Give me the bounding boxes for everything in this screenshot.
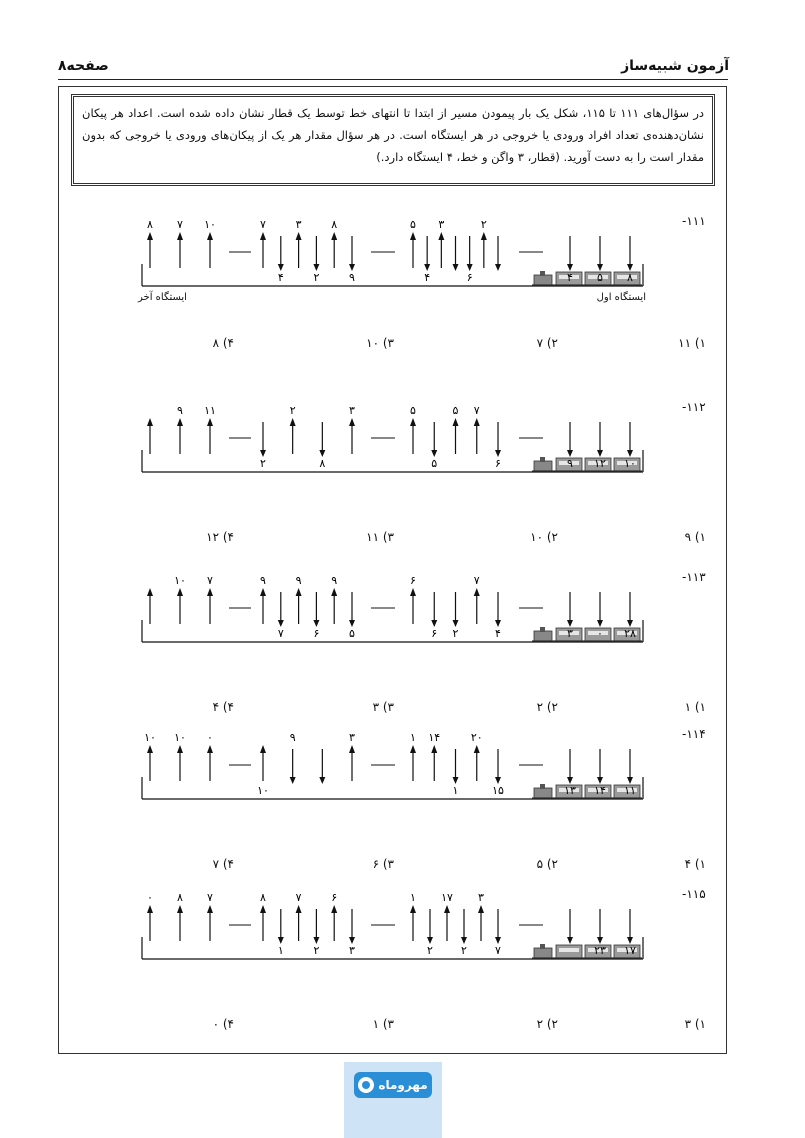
arrow-down-icon — [427, 909, 433, 957]
arrow-up-icon — [147, 891, 153, 941]
arrow-down-icon — [567, 592, 573, 640]
arrow-value-top: ۶ — [331, 891, 338, 904]
answer-option[interactable]: ۲) ۵ — [536, 857, 558, 871]
arrow-up-icon — [441, 891, 453, 941]
question-number: -۱۱۳ — [682, 570, 706, 584]
arrow-down-icon — [278, 909, 284, 957]
arrow-value-bottom: ۲ — [461, 944, 467, 957]
arrow-value-top: ۳ — [349, 731, 355, 744]
arrow-value-bottom: ۲ — [313, 944, 320, 957]
arrow-value-bottom: ۰ — [597, 627, 603, 640]
arrow-value-top: ۵ — [410, 218, 416, 231]
arrow-value-bottom: ۶ — [495, 457, 501, 470]
arrow-value-top: ۱۱ — [204, 404, 216, 417]
arrow-up-icon — [331, 891, 337, 941]
arrow-down-icon — [597, 592, 603, 640]
question-diagram — [142, 218, 643, 286]
arrow-up-icon — [349, 404, 355, 454]
arrow-value-top: ۱۰ — [174, 574, 186, 587]
arrow-up-icon — [204, 218, 216, 268]
arrow-value-bottom: ۳ — [349, 944, 355, 957]
arrow-value-bottom: ۸ — [319, 457, 326, 470]
arrow-down-icon — [319, 749, 325, 784]
arrow-down-icon — [313, 236, 319, 284]
arrow-down-icon — [290, 731, 296, 784]
arrow-value-bottom: ۷ — [277, 627, 284, 640]
arrow-value-top: ۳ — [295, 218, 302, 231]
arrow-value-top: ۹ — [289, 731, 296, 744]
arrow-value-bottom: ۲۳ — [594, 944, 606, 957]
arrow-value-bottom: ۲۸ — [624, 627, 636, 640]
answer-option[interactable]: ۱) ۹ — [684, 530, 706, 544]
arrow-down-icon — [567, 909, 573, 944]
arrow-down-icon — [492, 749, 504, 797]
arrow-down-icon — [624, 909, 636, 957]
arrow-down-icon — [278, 592, 284, 640]
answer-option[interactable]: ۲) ۷ — [536, 336, 558, 350]
answer-option[interactable]: ۴) ۱۲ — [206, 530, 234, 544]
arrow-value-bottom: ۲ — [260, 457, 266, 470]
arrow-value-bottom: ۱۱ — [624, 784, 636, 797]
arrow-value-top: ۰ — [147, 891, 153, 904]
arrow-down-icon — [461, 909, 467, 957]
arrow-value-bottom: ۴ — [424, 271, 431, 284]
arrow-value-bottom: ۱۰ — [624, 457, 636, 470]
arrow-up-icon — [207, 731, 213, 781]
arrow-value-top: ۲ — [289, 404, 296, 417]
arrow-down-icon — [624, 592, 636, 640]
answer-option[interactable]: ۱) ۱۱ — [678, 336, 706, 350]
arrow-up-icon — [453, 404, 459, 454]
arrow-down-icon — [319, 422, 325, 470]
arrow-up-icon — [296, 218, 302, 268]
arrow-value-top: ۷ — [295, 891, 302, 904]
answer-option[interactable]: ۴) ۴ — [212, 700, 234, 714]
arrow-up-icon — [147, 418, 153, 454]
arrow-up-icon — [481, 218, 487, 268]
arrow-up-icon — [296, 574, 302, 624]
arrow-down-icon — [453, 236, 459, 271]
answer-option[interactable]: ۴) ۸ — [212, 336, 234, 350]
arrow-value-top: ۱ — [410, 731, 416, 744]
arrow-up-icon — [296, 891, 302, 941]
arrow-up-icon — [290, 404, 296, 454]
answer-option[interactable]: ۲) ۲ — [536, 1017, 558, 1031]
arrow-down-icon — [431, 422, 437, 470]
arrow-up-icon — [174, 731, 186, 781]
arrow-down-icon — [349, 236, 355, 284]
answer-option[interactable]: ۳) ۳ — [372, 700, 394, 714]
arrow-down-icon — [424, 236, 430, 284]
arrow-value-bottom: ۱۰ — [257, 784, 269, 797]
arrow-up-icon — [147, 218, 153, 268]
arrow-value-bottom: ۱۷ — [624, 944, 636, 957]
arrow-up-icon — [260, 891, 266, 941]
arrow-value-bottom: ۵ — [349, 627, 355, 640]
arrow-value-bottom: ۴ — [277, 271, 284, 284]
arrow-value-bottom: ۸ — [627, 271, 633, 284]
arrow-value-bottom: ۱۵ — [492, 784, 504, 797]
arrow-value-bottom: ۵ — [597, 271, 603, 284]
first-station-label: ایستگاه اول — [596, 292, 646, 303]
answer-option[interactable]: ۳) ۶ — [372, 857, 394, 871]
arrow-value-bottom: ۱۴ — [594, 784, 606, 797]
answer-option[interactable]: ۳) ۱۰ — [366, 336, 394, 350]
answer-option[interactable]: ۲) ۱۰ — [530, 530, 558, 544]
question-diagram — [142, 404, 643, 472]
arrow-up-icon — [177, 891, 183, 941]
answer-option[interactable]: ۱) ۳ — [684, 1017, 706, 1031]
arrow-value-top: ۳ — [438, 218, 445, 231]
arrow-value-bottom: ۶ — [313, 627, 320, 640]
arrow-value-bottom: ۳ — [567, 627, 573, 640]
arrow-value-top: ۷ — [260, 218, 266, 231]
arrow-up-icon — [174, 574, 186, 624]
arrow-down-icon — [594, 749, 606, 797]
arrow-down-icon — [495, 592, 501, 640]
arrow-value-top: ۲ — [480, 218, 487, 231]
arrow-down-icon — [467, 236, 473, 284]
arrow-value-top: ۷ — [207, 574, 213, 587]
last-station-label: ایستگاه آخر — [138, 292, 187, 303]
instructions-box: در سؤال‌های ۱۱۱ تا ۱۱۵، شکل یک بار پیمودن مسیر از ابتدا تا انتهای خط توسط یک قطار نشان داده شده است. اعداد هر پیکان نشان‌دهنده‌ی تعداد افراد ورودی یا خروجی در هر ایستگاه است. در هر سؤال مقدار هر یک از پیکان‌های ورودی یا خروجی که بدون مقدار است را به دست آورید. (قطار، ۳ واگن و خط، ۴ ایستگاه دارد.) — [71, 94, 715, 186]
arrow-value-top: ۷ — [177, 218, 183, 231]
arrow-value-bottom: ۲ — [452, 627, 459, 640]
arrow-value-bottom: ۱ — [277, 944, 284, 957]
arrow-down-icon — [567, 236, 573, 284]
question-diagram — [142, 731, 643, 799]
answer-option[interactable]: ۴) ۰ — [212, 1017, 234, 1031]
arrow-down-icon — [597, 236, 603, 284]
arrow-up-icon — [260, 574, 266, 624]
question-number: -۱۱۲ — [682, 400, 706, 414]
arrow-value-top: ۷ — [473, 574, 480, 587]
arrow-value-bottom: ۹ — [567, 457, 573, 470]
arrow-value-bottom: ۹ — [349, 271, 355, 284]
arrow-value-top: ۶ — [410, 574, 416, 587]
arrow-value-top: ۹ — [331, 574, 338, 587]
question-number: -۱۱۵ — [682, 887, 706, 901]
arrow-down-icon — [495, 909, 501, 957]
arrow-value-top: ۳ — [349, 404, 355, 417]
arrow-value-bottom: ۷ — [495, 944, 501, 957]
arrow-value-top: ۸ — [260, 891, 266, 904]
arrow-down-icon — [278, 236, 284, 284]
page-number: صفحه۸ — [58, 58, 109, 74]
arrow-up-icon — [144, 731, 156, 781]
arrow-down-icon — [624, 422, 636, 470]
arrow-value-top: ۸ — [147, 218, 153, 231]
arrow-up-icon — [177, 404, 183, 454]
arrow-up-icon — [474, 404, 480, 454]
arrow-up-icon — [410, 404, 416, 454]
arrow-up-icon — [410, 218, 416, 268]
arrow-up-icon — [331, 218, 337, 268]
arrow-value-bottom: ۲ — [427, 944, 433, 957]
answer-option[interactable]: ۱) ۱ — [684, 700, 706, 714]
arrow-value-top: ۱۰ — [174, 731, 186, 744]
arrow-value-top: ۷ — [207, 891, 213, 904]
arrow-up-icon — [260, 218, 266, 268]
arrow-down-icon — [624, 749, 636, 797]
arrow-value-bottom: ۴ — [567, 271, 573, 284]
arrow-value-top: ۱ — [410, 891, 416, 904]
question-number: -۱۱۴ — [682, 727, 706, 741]
arrow-up-icon — [349, 731, 355, 781]
arrow-value-top: ۲۰ — [470, 731, 483, 744]
arrow-down-icon — [260, 422, 266, 470]
arrow-down-icon — [495, 422, 501, 470]
arrow-up-icon — [147, 588, 153, 624]
arrow-down-icon — [594, 422, 606, 470]
arrow-down-icon — [313, 909, 319, 957]
arrow-up-icon — [331, 574, 337, 624]
arrow-value-top: ۵ — [452, 404, 459, 417]
arrow-value-top: ۳ — [478, 891, 484, 904]
arrow-value-top: ۱۴ — [428, 731, 441, 744]
exam-title: آزمون شبیه‌ساز — [621, 58, 729, 74]
arrow-down-icon — [349, 909, 355, 957]
arrow-up-icon — [471, 731, 483, 781]
arrow-down-icon — [453, 592, 459, 640]
arrow-up-icon — [478, 891, 484, 941]
arrow-up-icon — [410, 891, 416, 941]
answer-option[interactable]: ۲) ۲ — [536, 700, 558, 714]
arrow-up-icon — [428, 731, 440, 781]
arrow-up-icon — [257, 745, 269, 797]
answer-option[interactable]: ۳) ۱۱ — [366, 530, 394, 544]
arrow-up-icon — [410, 731, 416, 781]
arrow-down-icon — [349, 592, 355, 640]
arrow-value-top: ۱۰ — [204, 218, 216, 231]
arrow-value-bottom: ۶ — [431, 627, 438, 640]
arrow-up-icon — [438, 218, 444, 268]
arrow-up-icon — [474, 574, 480, 624]
arrow-value-top: ۷ — [473, 404, 480, 417]
arrow-value-bottom: ۵ — [431, 457, 438, 470]
question-diagram — [142, 891, 643, 959]
arrow-down-icon — [453, 749, 459, 797]
arrow-down-icon — [567, 422, 573, 470]
arrow-value-top: ۹ — [177, 404, 183, 417]
arrow-value-bottom: ۴ — [495, 627, 501, 640]
arrow-down-icon — [594, 909, 606, 957]
arrow-value-bottom: ۲ — [313, 271, 320, 284]
arrow-up-icon — [207, 574, 213, 624]
arrow-up-icon — [410, 574, 416, 624]
arrow-down-icon — [627, 236, 633, 284]
logo-text: مهروماه — [378, 1078, 428, 1092]
arrow-up-icon — [204, 404, 216, 454]
arrow-value-top: ۸ — [177, 891, 183, 904]
arrow-down-icon — [313, 592, 319, 640]
arrow-value-bottom: ۱ — [452, 784, 459, 797]
answer-option[interactable]: ۱) ۴ — [684, 857, 706, 871]
arrow-value-top: ۵ — [410, 404, 416, 417]
question-number: -۱۱۱ — [682, 214, 706, 228]
arrow-up-icon — [177, 218, 183, 268]
arrow-value-bottom: ۶ — [466, 271, 473, 284]
arrow-down-icon — [495, 236, 501, 271]
arrow-value-top: ۱۰ — [144, 731, 156, 744]
answer-option[interactable]: ۳) ۱ — [372, 1017, 394, 1031]
arrow-up-icon — [207, 891, 213, 941]
train-icon — [532, 271, 642, 285]
arrow-value-top: ۹ — [295, 574, 302, 587]
arrow-value-bottom: ۱۳ — [564, 784, 576, 797]
arrow-down-icon — [431, 592, 437, 640]
arrow-down-icon — [564, 749, 576, 797]
arrow-value-bottom: ۱۲ — [594, 457, 606, 470]
question-diagram — [142, 574, 643, 642]
arrow-value-top: ۸ — [331, 218, 338, 231]
arrow-value-top: ۹ — [260, 574, 266, 587]
arrow-value-top: ۱۷ — [441, 891, 453, 904]
arrow-value-top: ۰ — [207, 731, 213, 744]
answer-option[interactable]: ۴) ۷ — [212, 857, 234, 871]
